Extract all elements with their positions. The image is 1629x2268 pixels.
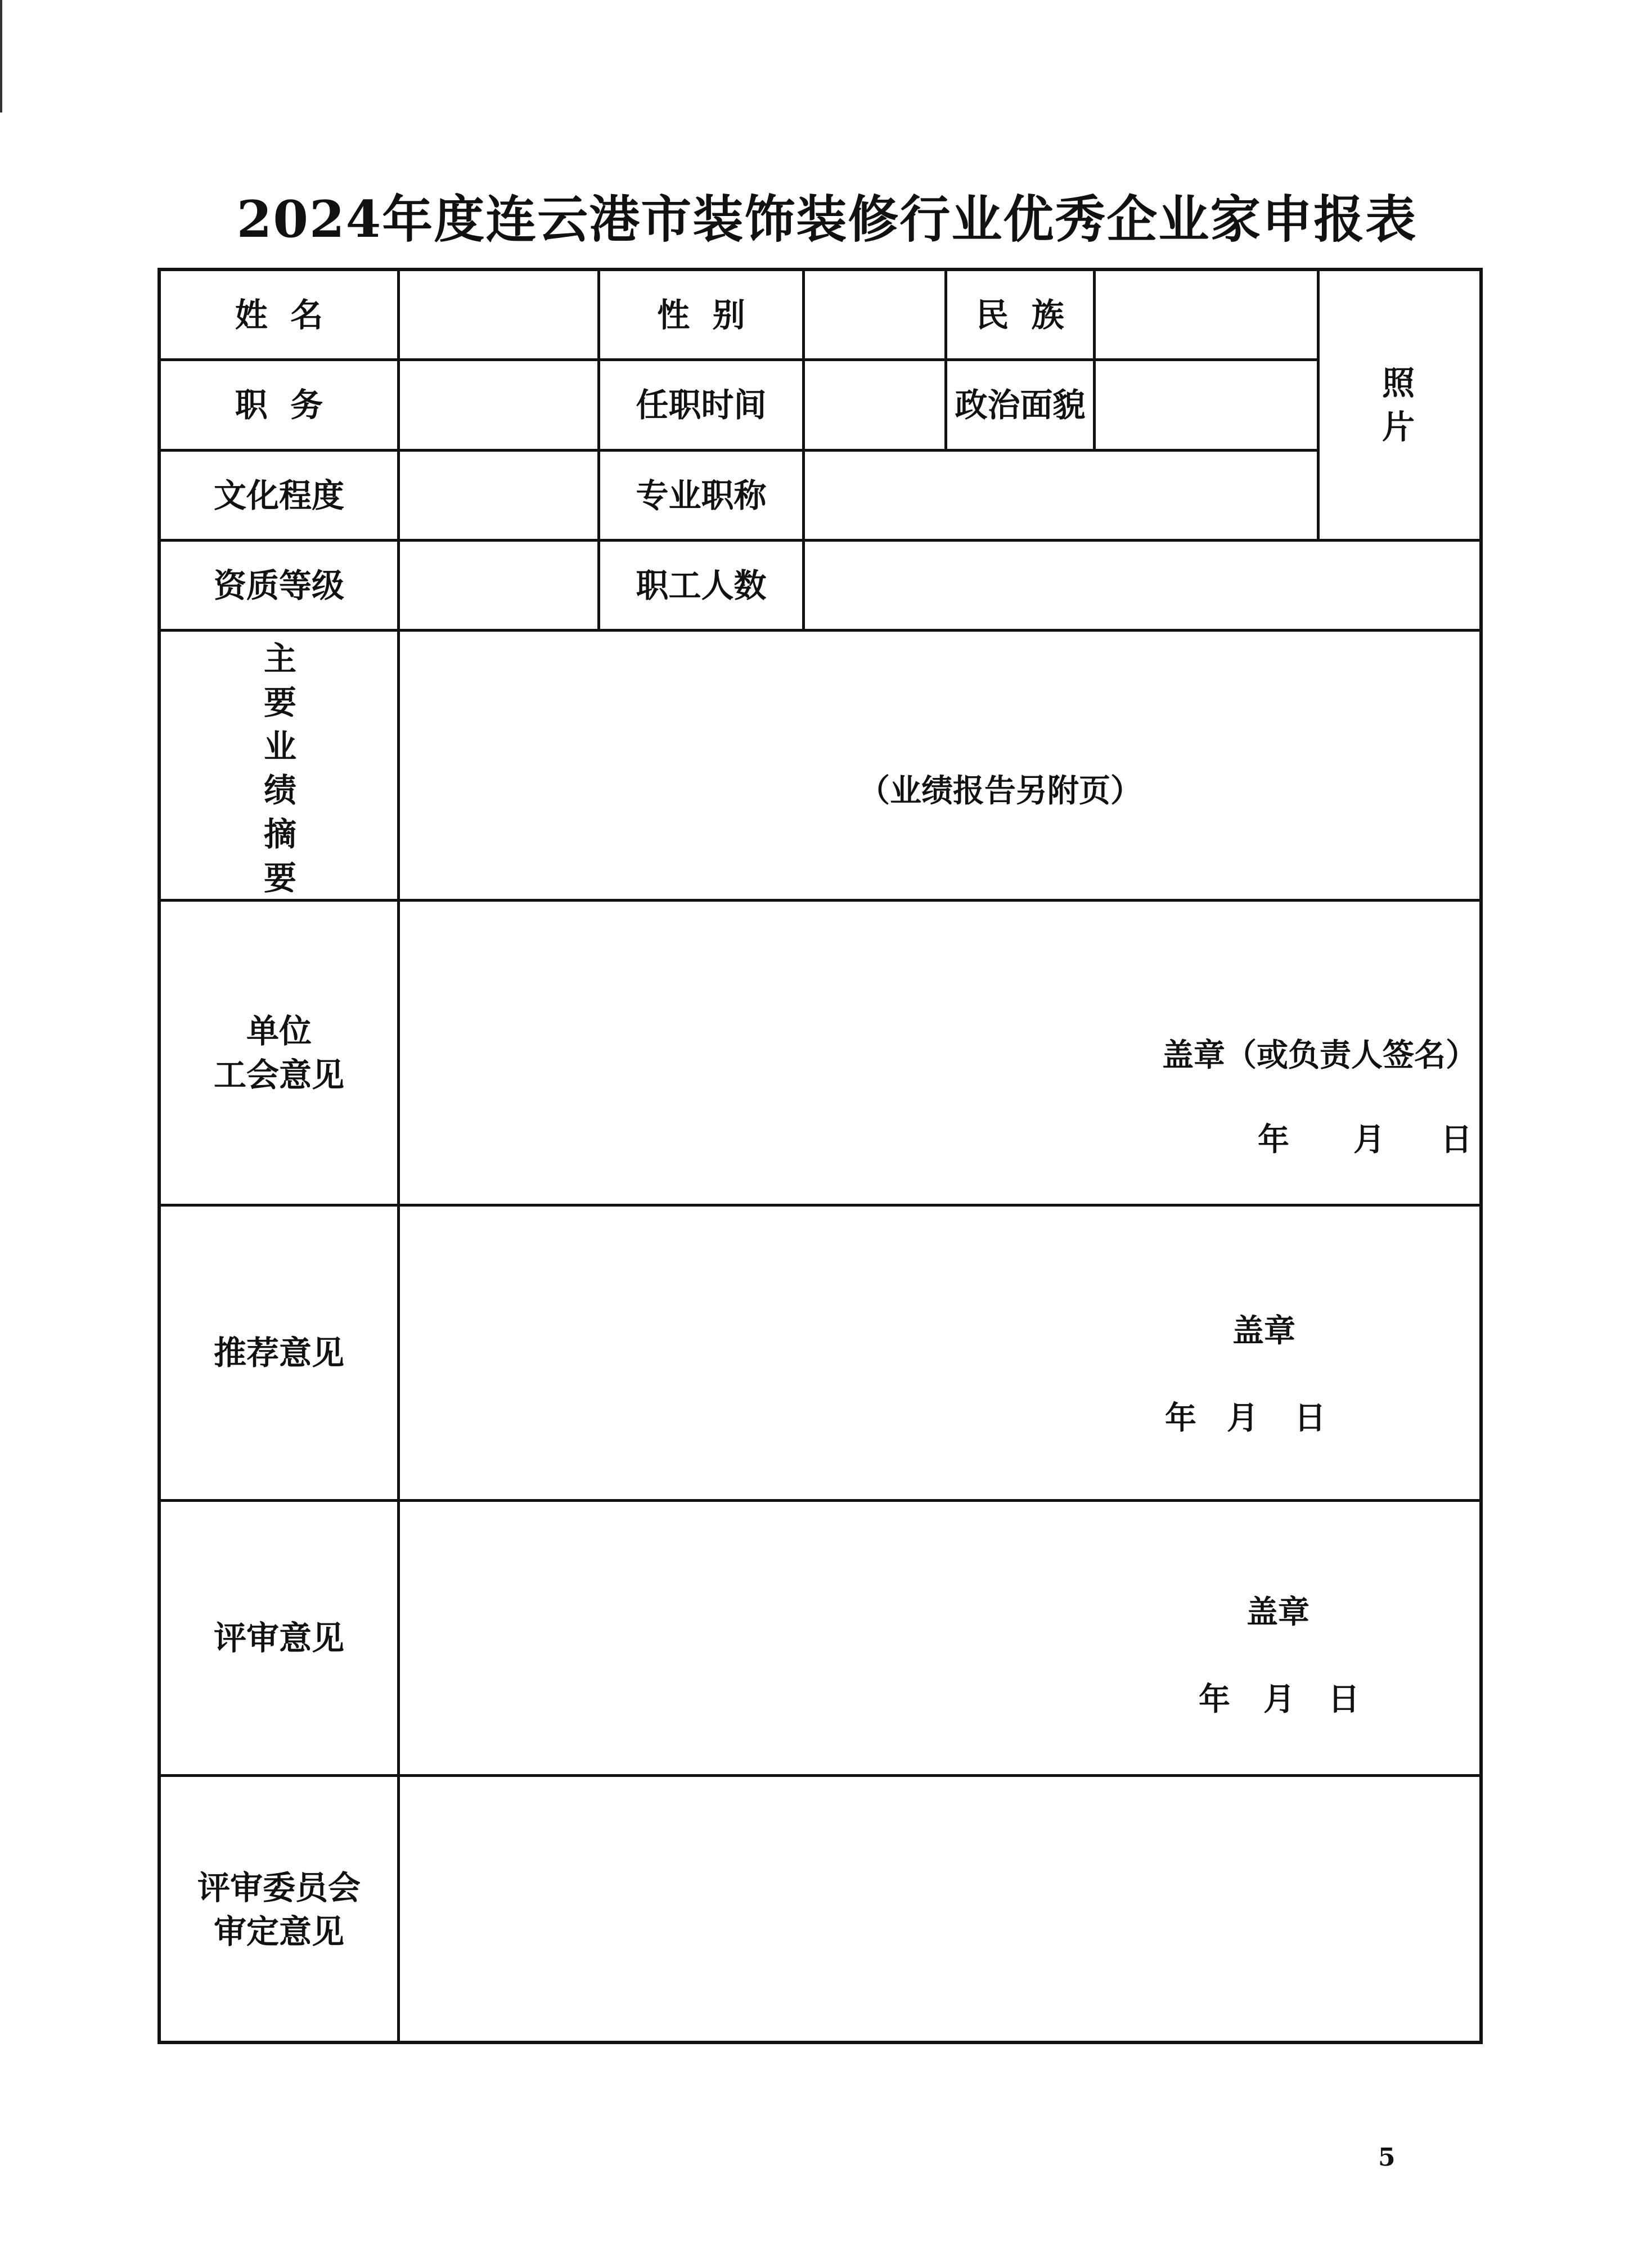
label-committee-line1: 评审委员会 (197, 1868, 361, 1907)
page-number: 5 (1378, 2143, 1396, 2172)
label-union-opinion-line1: 单位 (246, 1011, 312, 1050)
education-field[interactable] (400, 452, 597, 539)
recommend-date-month: 月 (1227, 1400, 1258, 1437)
review-date-month: 月 (1263, 1681, 1295, 1718)
recommend-seal-note: 盖章 (1232, 1312, 1295, 1349)
label-qualification: 资质等级 (213, 566, 344, 605)
gender-field[interactable] (805, 271, 944, 358)
review-date-year: 年 (1199, 1681, 1230, 1718)
label-education: 文化程度 (213, 476, 344, 515)
label-employees: 职工人数 (636, 566, 767, 605)
union-seal-note: 盖章（或负责人签名） (1162, 1037, 1477, 1074)
recommend-date-day: 日 (1294, 1400, 1326, 1437)
label-tenure: 任职时间 (636, 386, 767, 424)
political-status-field[interactable] (1096, 361, 1317, 449)
review-seal-note: 盖章 (1246, 1594, 1310, 1631)
label-review-opinion: 评审意见 (213, 1619, 344, 1657)
label-political-status: 政治面貌 (955, 386, 1086, 424)
label-committee-line2: 审定意见 (213, 1912, 344, 1951)
label-ethnicity: 民 族 (976, 295, 1064, 334)
page-edge-mark (0, 0, 2, 112)
label-position: 职 务 (235, 386, 323, 424)
ethnicity-field[interactable] (1096, 271, 1317, 358)
label-gender: 性 别 (657, 295, 745, 334)
form-title: 2024年度连云港市装饰装修行业优秀企业家申报表 (236, 190, 1418, 249)
label-name: 姓 名 (235, 295, 323, 334)
label-achievements: 主 要 业 绩 摘 要 (263, 640, 296, 897)
tenure-field[interactable] (805, 361, 944, 449)
photo-field[interactable] (1320, 271, 1480, 539)
committee-opinion-field[interactable] (400, 1777, 1480, 2042)
label-committee-opinion (161, 1777, 397, 2042)
employees-field[interactable] (805, 542, 1480, 629)
label-photo: 照 片 (1382, 364, 1415, 446)
label-professional-title: 专业职称 (636, 476, 767, 515)
position-field[interactable] (400, 361, 597, 449)
label-recommend-opinion: 推荐意见 (213, 1334, 344, 1372)
union-date-day: 日 (1441, 1121, 1472, 1158)
recommend-opinion-field[interactable] (400, 1207, 1480, 1499)
achievements-field[interactable] (400, 632, 1480, 899)
application-form-table (158, 268, 1483, 2044)
recommend-date-year: 年 (1165, 1400, 1196, 1437)
union-date-year: 年 (1258, 1121, 1289, 1158)
achievements-note: （业绩报告另附页） (858, 772, 1142, 809)
name-field[interactable] (400, 271, 597, 358)
review-opinion-field[interactable] (400, 1502, 1480, 1774)
professional-title-field[interactable] (805, 452, 1317, 539)
review-date-day: 日 (1328, 1681, 1360, 1718)
label-union-opinion (161, 902, 397, 1204)
qualification-field[interactable] (400, 542, 597, 629)
label-union-opinion-line2: 工会意见 (213, 1055, 344, 1094)
union-date-month: 月 (1353, 1121, 1385, 1158)
